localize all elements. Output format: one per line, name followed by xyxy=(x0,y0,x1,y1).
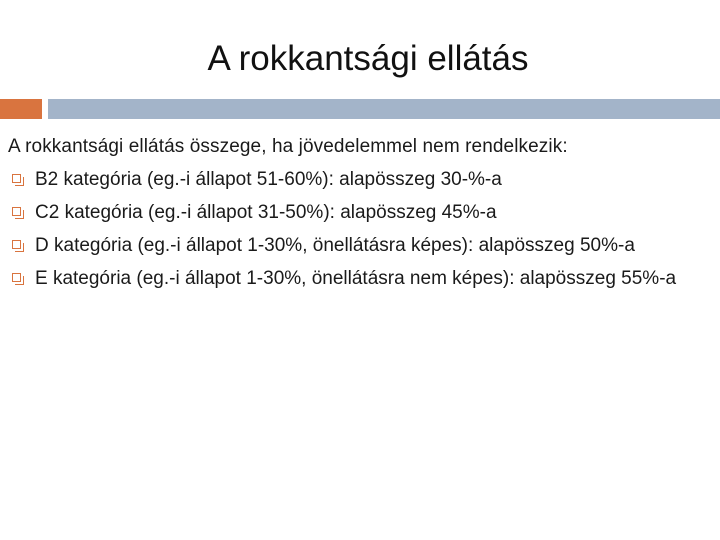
slide-content xyxy=(8,133,720,292)
bullet-item xyxy=(8,166,720,193)
bullet-item xyxy=(8,265,720,292)
square-outline-icon xyxy=(12,273,21,282)
square-outline-icon xyxy=(12,240,21,249)
bullet-item xyxy=(8,232,720,259)
bullet-list xyxy=(8,166,720,292)
bullet-text: E kategória (eg.-i állapot 1-30%, önellátásra nem képes): alapösszeg 55%-a xyxy=(35,268,677,289)
square-outline-icon xyxy=(12,207,21,216)
title-divider-bar xyxy=(48,99,720,119)
bullet-text: D kategória (eg.-i állapot 1-30%, önellátásra képes): alapösszeg 50%-a xyxy=(35,235,635,256)
bullet-text: B2 kategória (eg.-i állapot 51-60%): alapösszeg 30-%-a xyxy=(35,169,502,190)
intro-text: A rokkantsági ellátás összege, ha jövedelemmel nem rendelkezik: xyxy=(8,136,568,157)
slide-title: A rokkantsági ellátás xyxy=(207,39,529,78)
square-outline-icon xyxy=(12,174,21,183)
bullet-text: C2 kategória (eg.-i állapot 31-50%): alapösszeg 45%-a xyxy=(35,202,497,223)
title-divider-accent xyxy=(0,99,42,119)
bullet-item xyxy=(8,199,720,226)
